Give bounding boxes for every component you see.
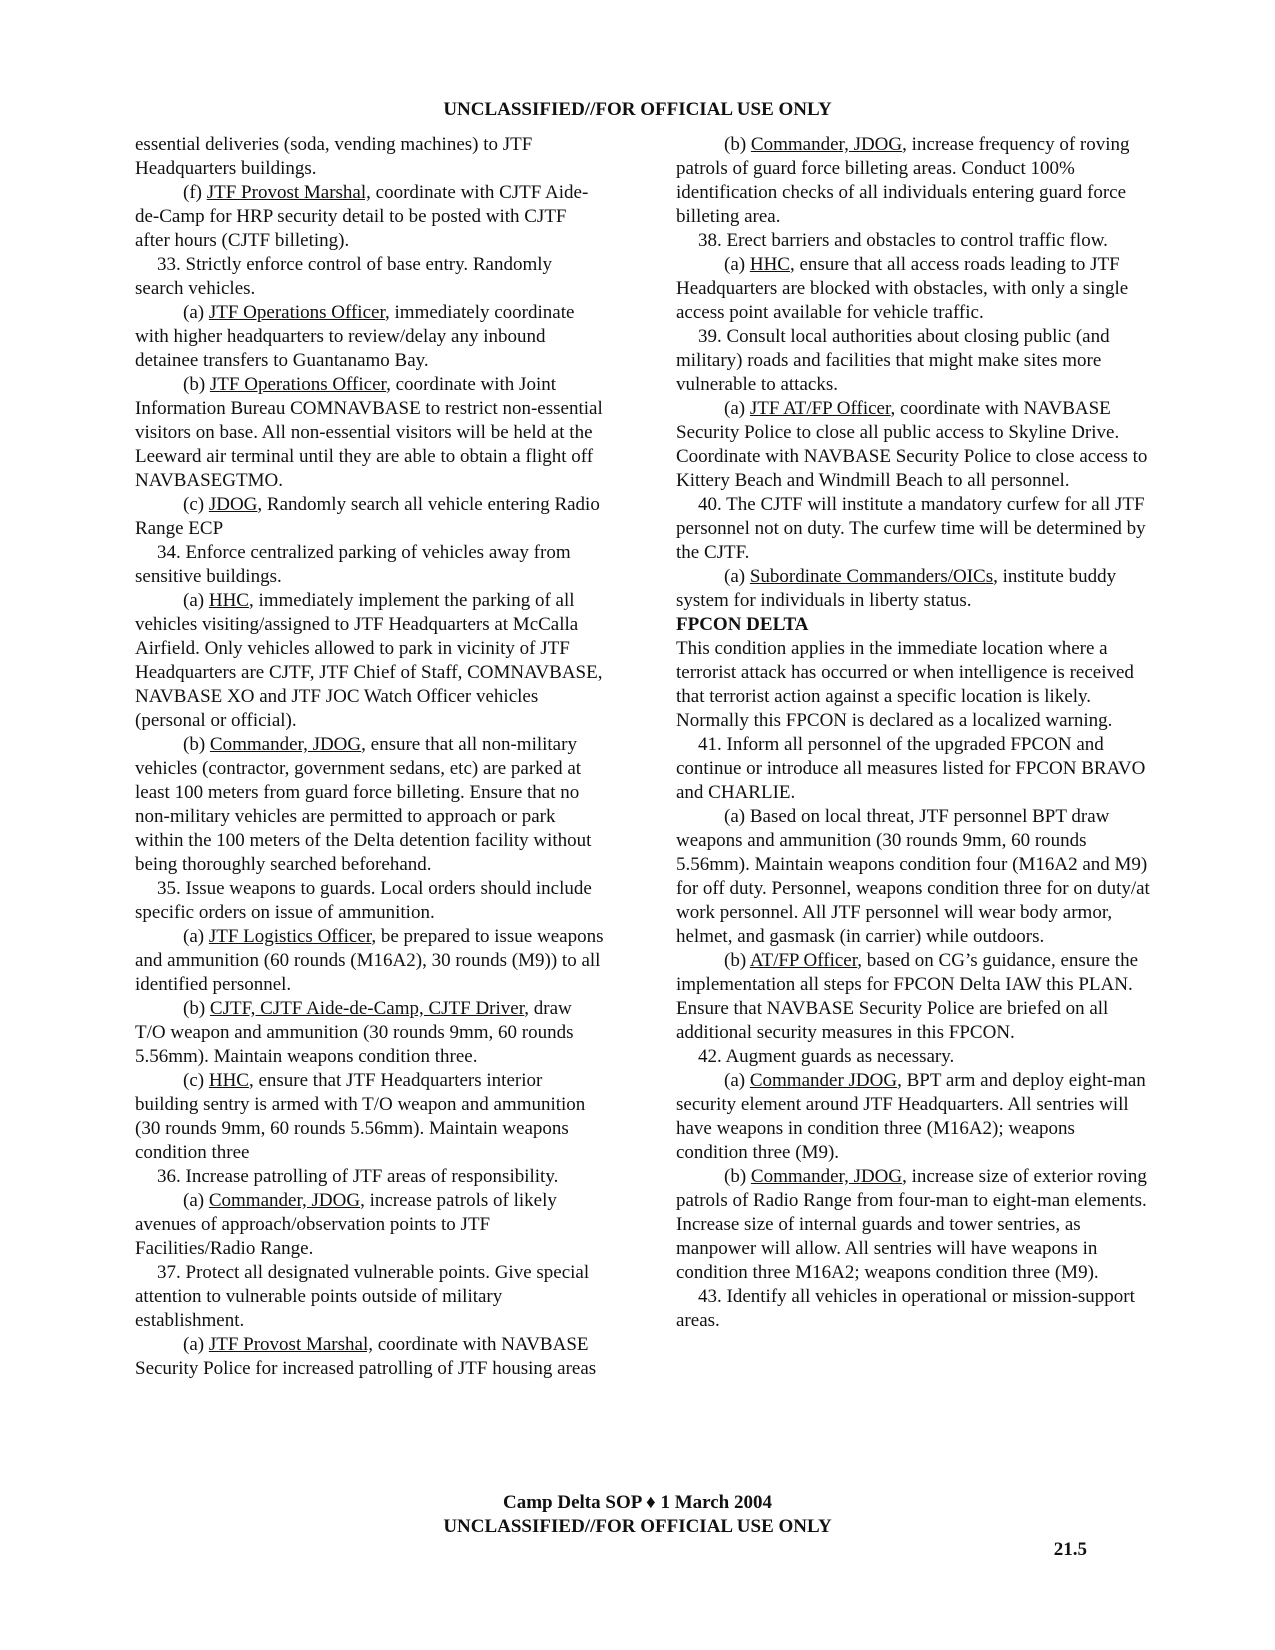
section-heading xyxy=(676,613,1150,637)
paragraph-text: (a) xyxy=(724,254,750,275)
responsible-party: JTF Provost Marshal, xyxy=(206,182,371,203)
paragraph xyxy=(135,589,605,733)
classification-header: UNCLASSIFIED//FOR OFFICIAL USE ONLY xyxy=(443,99,832,120)
responsible-party: JTF Logistics Officer xyxy=(208,926,372,947)
paragraph xyxy=(135,541,605,589)
paragraph-text: 33. Strictly enforce control of base entry. Randomly search vehicles. xyxy=(135,254,553,299)
paragraph-text: , coordinate with Joint Information Bureau COMNAVBASE to restrict non-essential visitors on base. All non-essential visitors will be held at the Leeward air terminal until they are able to obtain a flight off NAVBASEGTMO. xyxy=(135,374,603,491)
paragraph xyxy=(676,133,1150,229)
paragraph-text: , increase size of exterior roving patrols of Radio Range from four-man to eight-man elements. Increase size of internal guards and tower sentries, as manpower will allow. All sentries will have weapons in condition three M16A2; weapons condition three (M9). xyxy=(676,1166,1147,1283)
paragraph xyxy=(135,1069,605,1165)
paragraph xyxy=(676,397,1150,493)
paragraph xyxy=(676,325,1150,397)
paragraph xyxy=(676,565,1150,613)
paragraph xyxy=(135,373,605,493)
paragraph-text: (a) xyxy=(183,926,209,947)
paragraph-text: (c) xyxy=(183,494,209,515)
paragraph xyxy=(676,637,1150,733)
paragraph-text: , institute buddy system for individuals in liberty status. xyxy=(676,566,1117,611)
responsible-party: JDOG xyxy=(208,494,258,515)
paragraph-text: (f) xyxy=(183,182,207,203)
paragraph xyxy=(135,997,605,1069)
paragraph xyxy=(135,877,605,925)
paragraph-text: (c) xyxy=(183,1070,209,1091)
responsible-party: Subordinate Commanders/OICs xyxy=(749,566,994,587)
paragraph-text: (a) xyxy=(183,590,209,611)
responsible-party: HHC xyxy=(208,1070,249,1091)
paragraph-text: 35. Issue weapons to guards. Local orders should include specific orders on issue of ammunition. xyxy=(135,878,592,923)
paragraph xyxy=(135,1189,605,1261)
paragraph xyxy=(676,493,1150,565)
paragraph-text: (b) xyxy=(183,734,210,755)
paragraph-text: , be prepared to issue weapons and ammunition (60 rounds (M16A2), 30 rounds (M9)) to all identified personnel. xyxy=(135,926,604,995)
responsible-party: Commander, JDOG xyxy=(209,734,362,755)
paragraph-text: 36. Increase patrolling of JTF areas of responsibility. xyxy=(157,1166,559,1187)
paragraph-text: 42. Augment guards as necessary. xyxy=(698,1046,955,1067)
responsible-party: Commander JDOG xyxy=(749,1070,898,1091)
responsible-party: JTF Operations Officer xyxy=(208,302,386,323)
paragraph-text: , increase patrols of likely avenues of approach/observation points to JTF Facilities/Radio Range. xyxy=(135,1190,557,1259)
paragraph xyxy=(135,733,605,877)
paragraph xyxy=(676,1069,1150,1165)
left-column xyxy=(135,133,605,1381)
responsible-party: JTF Provost Marshal, xyxy=(208,1334,373,1355)
paragraph-text: (a) xyxy=(183,1334,209,1355)
paragraph-text: , Randomly search all vehicle entering Radio Range ECP xyxy=(135,494,600,539)
paragraph-text: , ensure that all access roads leading to JTF Headquarters are blocked with obstacles, with only a single access point available for vehicle traffic. xyxy=(676,254,1129,323)
paragraph-text: FPCON DELTA xyxy=(676,614,809,635)
paragraph-text: (a) xyxy=(183,1190,209,1211)
paragraph xyxy=(135,133,605,181)
paragraph-text: , ensure that JTF Headquarters interior building sentry is armed with T/O weapon and ammunition (30 rounds 9mm, 60 rounds 5.56mm). Maintain weapons condition three xyxy=(135,1070,586,1163)
paragraph-text: , BPT arm and deploy eight-man security element around JTF Headquarters. All sentries will have weapons in condition three (M16A2); weapons condition three (M9). xyxy=(676,1070,1146,1163)
paragraph xyxy=(676,1285,1150,1333)
paragraph-text: , ensure that all non-military vehicles (contractor, government sedans, etc) are parked at least 100 meters from guard force billeting. Ensure that no non-military vehicles are permitted to approach or park within the 100 meters of the Delta detention facility without being thoroughly searched beforehand. xyxy=(135,734,592,875)
responsible-party: AT/FP Officer xyxy=(749,950,858,971)
paragraph-text: (a) Based on local threat, JTF personnel BPT draw weapons and ammunition (30 rounds 9mm, 60 rounds 5.56mm). Maintain weapons condition four (M16A2 and M9) for off duty. Personnel, weapons condition three for on duty/at work personnel. All JTF personnel will wear body armor, helmet, and gasmask (in carrier) while outdoors. xyxy=(676,806,1150,947)
paragraph-text: 41. Inform all personnel of the upgraded FPCON and continue or introduce all measures listed for FPCON BRAVO and CHARLIE. xyxy=(676,734,1146,803)
footer xyxy=(0,1491,1275,1539)
responsible-party: Commander, JDOG xyxy=(750,134,903,155)
paragraph xyxy=(135,1261,605,1333)
paragraph-text: coordinate with CJTF Aide-de-Camp for HRP security detail to be posted with CJTF after hours (CJTF billeting). xyxy=(135,182,589,251)
paragraph-text: , draw T/O weapon and ammunition (30 rounds 9mm, 60 rounds 5.56mm). Maintain weapons condition three. xyxy=(135,998,574,1067)
responsible-party: Commander, JDOG xyxy=(208,1190,361,1211)
responsible-party: HHC xyxy=(749,254,790,275)
responsible-party: CJTF, CJTF Aide-de-Camp, CJTF Driver xyxy=(209,998,525,1019)
paragraph-text: , immediately implement the parking of all vehicles visiting/assigned to JTF Headquarters at McCalla Airfield. Only vehicles allowed to park in vicinity of JTF Headquarters are CJTF, JTF Chief of Staff, COMNAVBASE, NAVBASE XO and JTF JOC Watch Officer vehicles (personal or official). xyxy=(135,590,603,731)
paragraph xyxy=(676,1165,1150,1285)
paragraph xyxy=(135,925,605,997)
footer-document-title: Camp Delta SOP ♦ 1 March 2004 xyxy=(503,1492,772,1513)
paragraph-text: (a) xyxy=(724,398,750,419)
paragraph xyxy=(676,229,1150,253)
paragraph xyxy=(135,493,605,541)
page-number: 21.5 xyxy=(1053,1539,1087,1560)
paragraph-text: (a) xyxy=(724,1070,750,1091)
paragraph xyxy=(676,253,1150,325)
paragraph-text: essential deliveries (soda, vending machines) to JTF Headquarters buildings. xyxy=(135,134,533,179)
paragraph-text: 34. Enforce centralized parking of vehicles away from sensitive buildings. xyxy=(135,542,571,587)
paragraph-text: , immediately coordinate with higher headquarters to review/delay any inbound detainee transfers to Guantanamo Bay. xyxy=(135,302,575,371)
paragraph-text: (b) xyxy=(183,374,210,395)
paragraph xyxy=(676,805,1150,949)
responsible-party: JTF Operations Officer xyxy=(209,374,387,395)
paragraph-text: 43. Identify all vehicles in operational or mission-support areas. xyxy=(676,1286,1135,1331)
paragraph-text: This condition applies in the immediate location where a terrorist attack has occurred or when intelligence is received that terrorist action against a specific location is likely. Normally this FPCON is declared as a localized warning. xyxy=(676,638,1134,731)
paragraph-text: (a) xyxy=(724,566,750,587)
paragraph-text: (b) xyxy=(724,134,751,155)
paragraph xyxy=(135,181,605,253)
responsible-party: JTF AT/FP Officer xyxy=(749,398,891,419)
paragraph xyxy=(135,301,605,373)
footer-classification: UNCLASSIFIED//FOR OFFICIAL USE ONLY xyxy=(443,1516,832,1537)
paragraph-text: (b) xyxy=(724,950,750,971)
paragraph-text: , increase frequency of roving patrols of guard force billeting areas. Conduct 100% identification checks of all individuals entering guard force billeting area. xyxy=(676,134,1130,227)
paragraph-text: , based on CG’s guidance, ensure the implementation all steps for FPCON Delta IAW this PLAN. Ensure that NAVBASE Security Police are briefed on all additional security measures in this FPCON. xyxy=(676,950,1139,1043)
right-column xyxy=(676,133,1150,1333)
paragraph-text: 40. The CJTF will institute a mandatory curfew for all JTF personnel not on duty. The curfew time will be determined by the CJTF. xyxy=(676,494,1146,563)
paragraph-text: 39. Consult local authorities about closing public (and military) roads and facilities that might make sites more vulnerable to attacks. xyxy=(676,326,1110,395)
responsible-party: HHC xyxy=(208,590,249,611)
paragraph-text: (a) xyxy=(183,302,209,323)
paragraph-text: (b) xyxy=(724,1166,751,1187)
paragraph xyxy=(135,1333,605,1381)
responsible-party: Commander, JDOG xyxy=(750,1166,903,1187)
paragraph xyxy=(135,253,605,301)
paragraph xyxy=(135,1165,605,1189)
paragraph xyxy=(676,733,1150,805)
paragraph-text: 38. Erect barriers and obstacles to control traffic flow. xyxy=(698,230,1108,251)
paragraph xyxy=(676,1045,1150,1069)
paragraph xyxy=(676,949,1150,1045)
paragraph-text: , coordinate with NAVBASE Security Police to close all public access to Skyline Drive. Coordinate with NAVBASE Security Police to close access to Kittery Beach and Windmill Beach to all personnel. xyxy=(676,398,1148,491)
paragraph-text: coordinate with NAVBASE Security Police for increased patrolling of JTF housing areas xyxy=(135,1334,597,1379)
paragraph-text: (b) xyxy=(183,998,210,1019)
paragraph-text: 37. Protect all designated vulnerable points. Give special attention to vulnerable points outside of military establishment. xyxy=(135,1262,590,1331)
